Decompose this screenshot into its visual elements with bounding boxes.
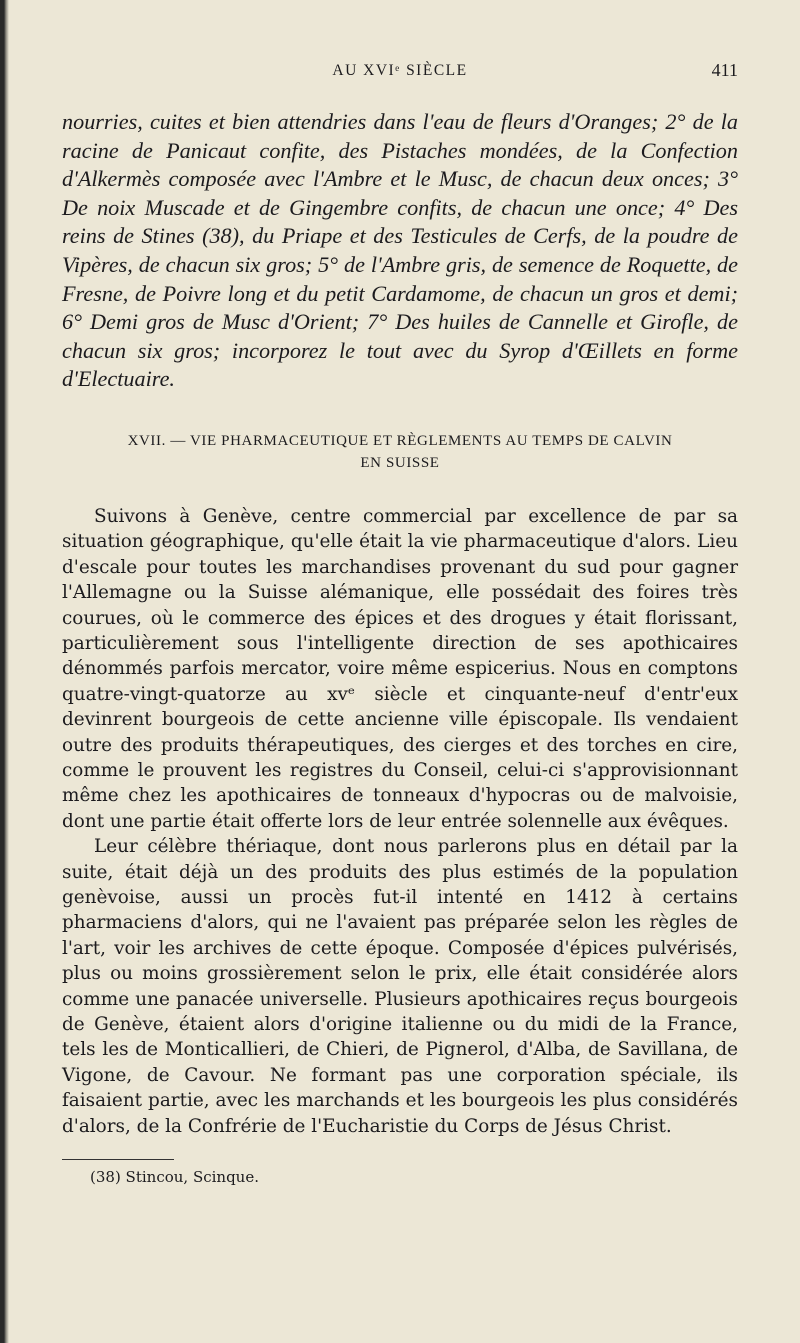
book-page [62,58,738,1186]
running-head [62,58,738,84]
page-number: 411 [711,60,738,80]
section-heading-line-1: XVII. — VIE PHARMACEUTIQUE ET RÈGLEMENTS AU TEMPS DE CALVIN [127,432,673,449]
recipe-text: nourries, cuites et bien attendries dans l'eau de fleurs d'Oranges; 2° de la racine de Panicaut confite, des Pistaches mondées, de la Confection d'Alkermès composée avec l'Ambre et le Musc, de chacun deux onces; 3° De noix Muscade et de Gingembre confits, de chacun une once; 4° Des reins de Stines (38), du Priape et des Testicules de Cerfs, de la poudre de Vipères, de chacun six gros; 5° de l'Ambre gris, de semence de Roquette, de Fresne, de Poivre long et du petit Cardamome, de chacun un gros et demi; 6° Demi gros de Musc d'Orient; 7° Des huiles de Cannelle et Girofle, de chacun six gros; incorporez le tout avec du Syrop d'Œillets en forme d'Electuaire. [62,109,738,392]
footnote: (38) Stincou, Scinque. [90,1168,259,1187]
running-head-title: AU XVIᵉ SIÈCLE [332,62,468,79]
book-binding-edge [0,0,9,1343]
paragraph-1: Suivons à Genève, centre commercial par excellence de par sa situation géographique, qu'elle était la vie pharmaceutique d'alors. Lieu d'escale pour toutes les marchandises provenant du sud pour gagner l'Allemagne ou la Suisse alémanique, elle possédait des foires très courues, où le commerce des épices et des drogues y était florissant, particulièrement sous l'intelligente direction de ses apothicaires dénommés parfois mercator, voire même espicerius. Nous en comptons quatre-vingt-quatorze au xvᵉ siècle et cinquante-neuf d'entr'eux devinrent bourgeois de cette ancienne ville épiscopale. Ils vendaient outre des produits thérapeutiques, des cierges et des torches en cire, comme le prouvent les registres du Conseil, celui-ci s'approvisionnant même chez les apothicaires de tonneaux d'hypocras ou de malvoisie, dont une partie était offerte lors de leur entrée solennelle aux évêques. [62,505,738,832]
recipe-continuation [62,108,738,394]
footnote-divider [62,1159,174,1160]
section-heading-line-2: EN SUISSE [360,454,440,471]
paragraph-2: Leur célèbre thériaque, dont nous parlerons plus en détail par la suite, était déjà un des produits des plus estimés de la population genèvoise, aussi un procès fut-il intenté en 1412 à certains pharmaciens d'alors, qui ne l'avaient pas préparée selon les règles de l'art, voir les archives de cette époque. Composée d'épices pulvérisés, plus ou moins grossièrement selon le prix, elle était considérée alors comme une panacée universelle. Plusieurs apothicaires reçus bourgeois de Genève, étaient alors d'origine italienne ou du midi de la France, tels les de Monticallieri, de Chieri, de Pignerol, d'Alba, de Savillana, de Vigone, de Cavour. Ne formant pas une corporation spéciale, ils faisaient partie, avec les marchands et les bourgeois les plus considérés d'alors, de la Confrérie de l'Eucharistie du Corps de Jésus Christ. [62,836,738,1137]
section-heading [62,430,738,474]
body-text [62,504,738,1139]
